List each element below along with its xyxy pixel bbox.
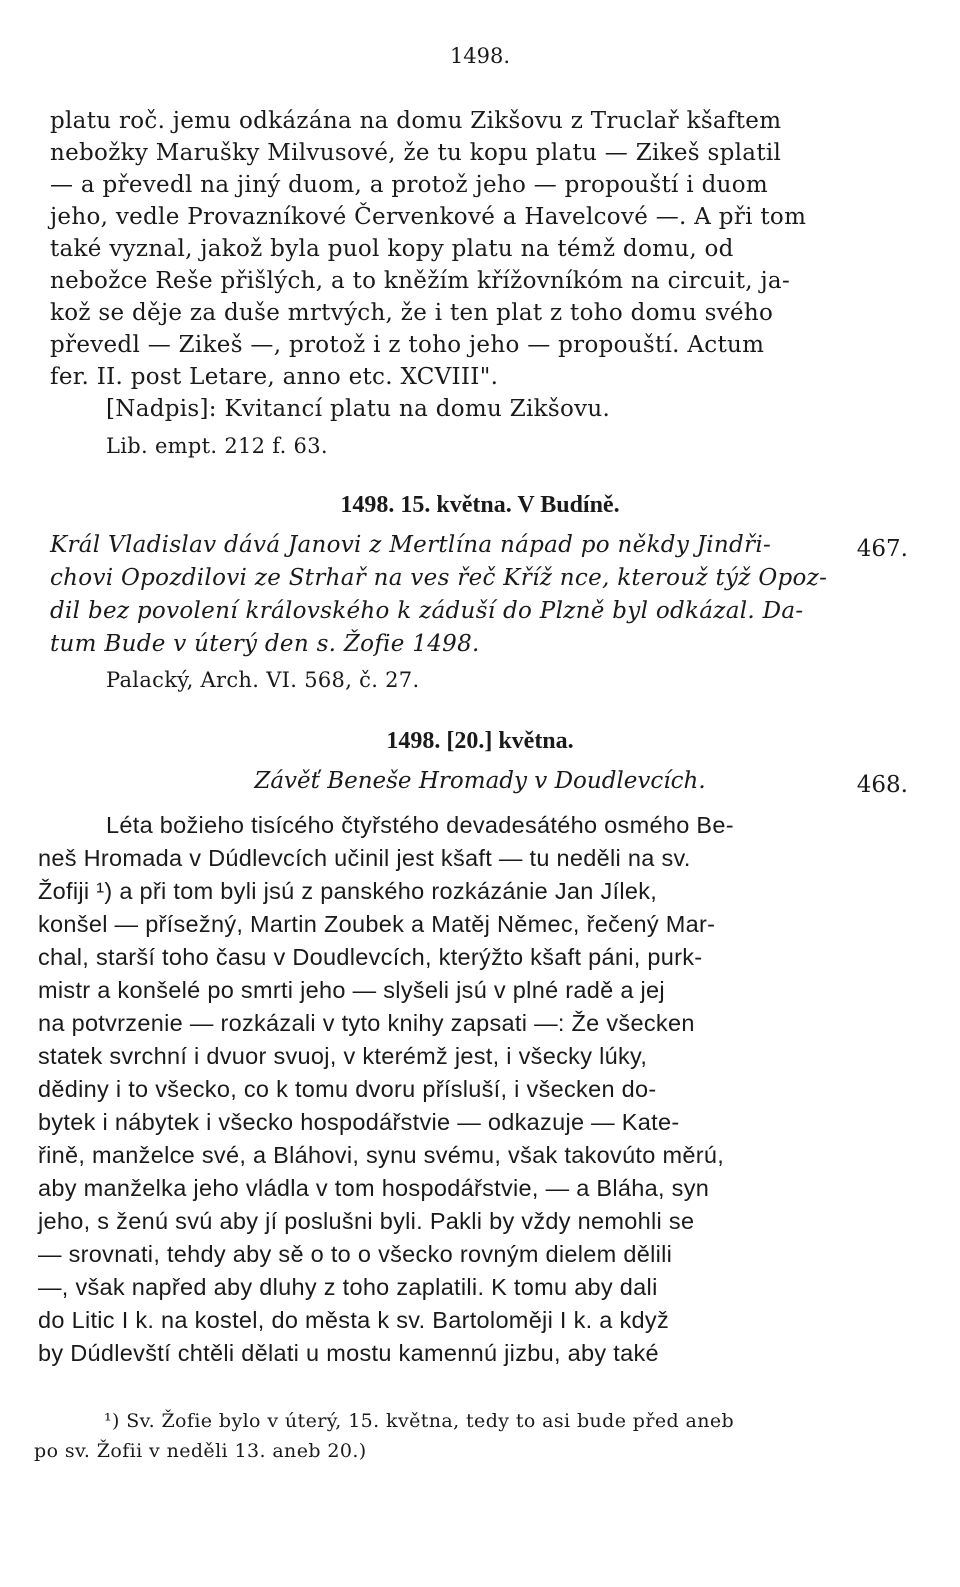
text-line: kož se děje za duše mrtvých, že i ten plat z toho domu svého — [50, 300, 774, 326]
text-line: by Dúdlevští chtěli dělati u mostu kamennú jizbu, aby také — [38, 1340, 659, 1366]
regest-line: dil bez povolení královského k záduší do Plzně byl odkázal. Da- — [50, 598, 804, 624]
text-line: bytek i nábytek i všecko hospodářstvie — odkazuje — Kate- — [38, 1109, 680, 1135]
footnote-line: ¹) Sv. Žofie bylo v úterý, 15. května, tedy to asi bude před aneb — [104, 1410, 735, 1432]
text-line: neš Hromada v Dúdlevcích učinil jest kšaft — tu neděli na sv. — [38, 845, 691, 871]
text-line: fer. II. post Letare, anno etc. XCVIII". — [50, 364, 499, 390]
entry-title: Závěť Beneše Hromady v Doudlevcích. — [254, 768, 706, 794]
text-line: chal, starší toho času v Doudlevcích, kterýžto kšaft páni, purk- — [38, 944, 703, 970]
text-line: konšel — přísežný, Martin Zoubek a Matěj Němec, řečený Mar- — [38, 911, 716, 937]
regest-line: Král Vladislav dává Janovi z Mertlína nápad po někdy Jindři- — [50, 532, 772, 558]
text-line: dědiny i to všecko, co k tomu dvoru přísluší, i všecken do- — [38, 1076, 657, 1102]
text-line: Léta božieho tisícého čtyřstého devadesátého osmého Be- — [106, 812, 734, 838]
note-line: [Nadpis]: Kvitancí platu na domu Zikšovu. — [106, 396, 611, 422]
text-line: — a převedl na jiný duom, a protož jeho — propouští i duom — [50, 172, 768, 198]
footnote-line: po sv. Žofii v neděli 13. aneb 20.) — [34, 1440, 367, 1462]
text-line: převedl — Zikeš —, protož i z toho jeho — propouští. Actum — [50, 332, 765, 358]
text-line: — srovnati, tehdy aby sě o to o všecko rovným dielem dělili — [38, 1241, 673, 1267]
entry-number: 468. — [856, 772, 908, 798]
text-line: platu roč. jemu odkázána na domu Zikšovu z Truclař kšaftem — [50, 108, 782, 134]
text-line: aby manželka jeho vládla v tom hospodářstvie, — a Bláha, syn — [38, 1175, 710, 1201]
text-line: na potvrzenie — rozkázali v tyto knihy zapsati —: Že všecken — [38, 1010, 695, 1036]
source-line: Lib. empt. 212 f. 63. — [106, 434, 328, 458]
text-line: jeho, vedle Provazníkové Červenkové a Havelcové —. A při tom — [50, 204, 807, 230]
text-line: také vyznal, jakož byla puol kopy platu na témž domu, od — [50, 236, 734, 262]
regest-line: tum Bude v úterý den s. Žofie 1498. — [50, 631, 480, 657]
text-line: Žofiji ¹) a při tom byli jsú z panského rozkázánie Jan Jílek, — [38, 878, 658, 904]
text-line: do Litic I k. na kostel, do města k sv. Bartoloměji I k. a když — [38, 1307, 670, 1333]
text-line: nebožky Marušky Milvusové, že tu kopu platu — Zikeš splatil — [50, 140, 782, 166]
text-line: —, však napřed aby dluhy z toho zaplatili. K tomu aby dali — [38, 1274, 658, 1300]
page-number: 1498. — [449, 44, 511, 68]
text-line: statek svrchní i dvuor svuoj, v kterémž jest, i všecky lúky, — [38, 1043, 648, 1069]
text-line: jeho, s ženú svú aby jí poslušni byli. Pakli by vždy nemohli se — [38, 1208, 695, 1234]
entry-number: 467. — [856, 536, 908, 562]
source-line: Palacký, Arch. VI. 568, č. 27. — [106, 668, 420, 692]
entry-heading: 1498. 15. května. V Budíně. — [340, 492, 620, 518]
entry-heading: 1498. [20.] května. — [386, 728, 574, 754]
regest-line: chovi Opozdilovi ze Strhař na ves řeč Kříž nce, kterouž týž Opoz- — [50, 565, 828, 591]
text-line: nebožce Reše přišlých, a to kněžím křížovníkóm na circuit, ja- — [50, 268, 791, 294]
text-line: řině, manželce své, a Bláhovi, synu svému, však takovúto měrú, — [38, 1142, 725, 1168]
text-line: mistr a konšelé po smrti jeho — slyšeli jsú v plné radě a jej — [38, 977, 665, 1003]
